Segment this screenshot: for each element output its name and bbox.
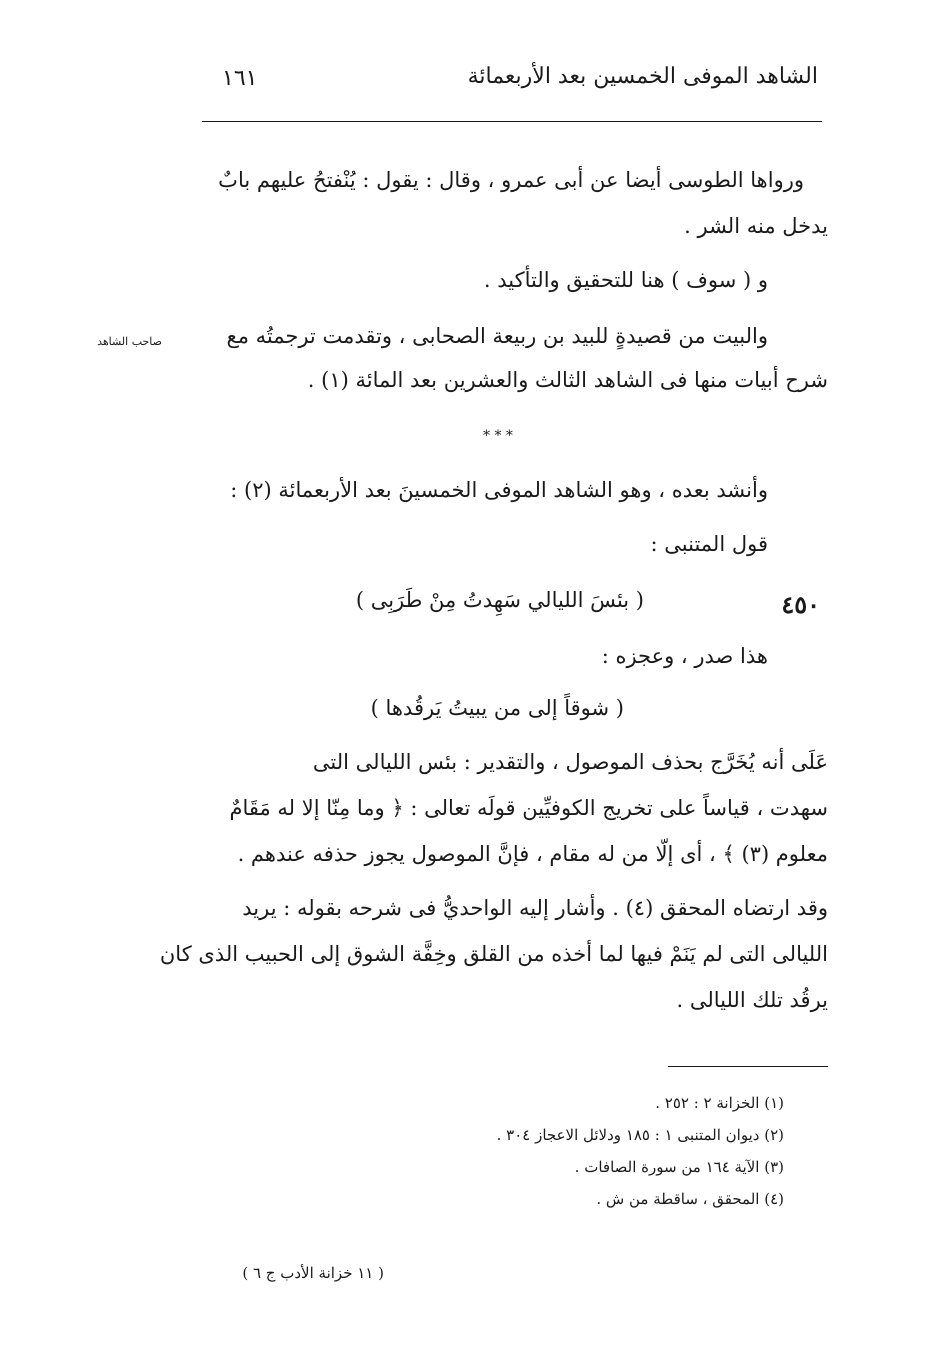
verse-line: ( بئسَ الليالي سَهِدتُ مِنْ طَرَبِى ) bbox=[355, 588, 644, 612]
body-line: قول المتنبى : bbox=[650, 532, 768, 556]
footnote: (٢) ديوان المتنبى ١ : ١٨٥ ودلائل الاعجاز ٣٠٤ . bbox=[496, 1126, 784, 1144]
body-line: والبيت من قصيدةٍ للبيد بن ربيعة الصحابى ، وتقدمت ترجمتُه مع bbox=[226, 324, 768, 348]
body-line: شرح أبيات منها فى الشاهد الثالث والعشرين بعد المائة (١) . bbox=[307, 368, 828, 392]
verse-line: ( شوقاً إلى من يبيتُ يَرقُدها ) bbox=[370, 696, 624, 720]
body-line: هذا صدر ، وعجزه : bbox=[601, 644, 768, 668]
page-number: ١٦١ bbox=[222, 66, 258, 91]
footnote: (٤) المحقق ، ساقطة من ش . bbox=[596, 1190, 784, 1208]
header-rule bbox=[202, 121, 822, 122]
verse-number: ٤٥٠ bbox=[781, 590, 820, 619]
body-line: وأنشد بعده ، وهو الشاهد الموفى الخمسينَ بعد الأربعمائة (٢) : bbox=[230, 478, 768, 502]
body-line: عَلَى أنه يُخَرَّج بحذف الموصول ، والتقدير : بئس الليالى التى bbox=[312, 750, 828, 774]
body-line: يرقُد تلك الليالى . bbox=[676, 988, 828, 1012]
body-line: معلوم (٣) ﴾ ، أى إلّا من له مقام ، فإنَّ الموصول يجوز حذفه عندهم . bbox=[237, 842, 828, 866]
margin-note: صاحب الشاهد bbox=[97, 335, 162, 348]
body-line: سهدت ، قياساً على تخريج الكوفيِّين قولَه تعالى : ﴿ وما مِنّا إلا له مَقَامٌ bbox=[229, 796, 828, 820]
footnote: (١) الخزانة ٢ : ٢٥٢ . bbox=[655, 1094, 784, 1112]
footnote-rule bbox=[668, 1066, 828, 1067]
body-line: و ( سوف ) هنا للتحقيق والتأكيد . bbox=[483, 268, 768, 292]
body-line: الليالى التى لم يَنَمْ فيها لما أخذه من القلق وخِفَّة الشوق إلى الحبيب الذى كان bbox=[159, 942, 828, 966]
body-line: ورواها الطوسى أيضا عن أبى عمرو ، وقال : يقول : يُنْفتحُ عليهم بابٌ bbox=[218, 168, 804, 192]
running-title: الشاهد الموفى الخمسين بعد الأربعمائة bbox=[467, 64, 818, 89]
body-line: يدخل منه الشر . bbox=[684, 214, 828, 238]
footnote: (٣) الآية ١٦٤ من سورة الصافات . bbox=[574, 1158, 784, 1176]
section-separator: * * * bbox=[483, 428, 513, 444]
signature-mark: ( ١١ خزانة الأدب ج ٦ ) bbox=[242, 1264, 384, 1282]
body-line: وقد ارتضاه المحقق (٤) . وأشار إليه الواحديُّ فى شرحه بقوله : يريد bbox=[242, 896, 828, 920]
